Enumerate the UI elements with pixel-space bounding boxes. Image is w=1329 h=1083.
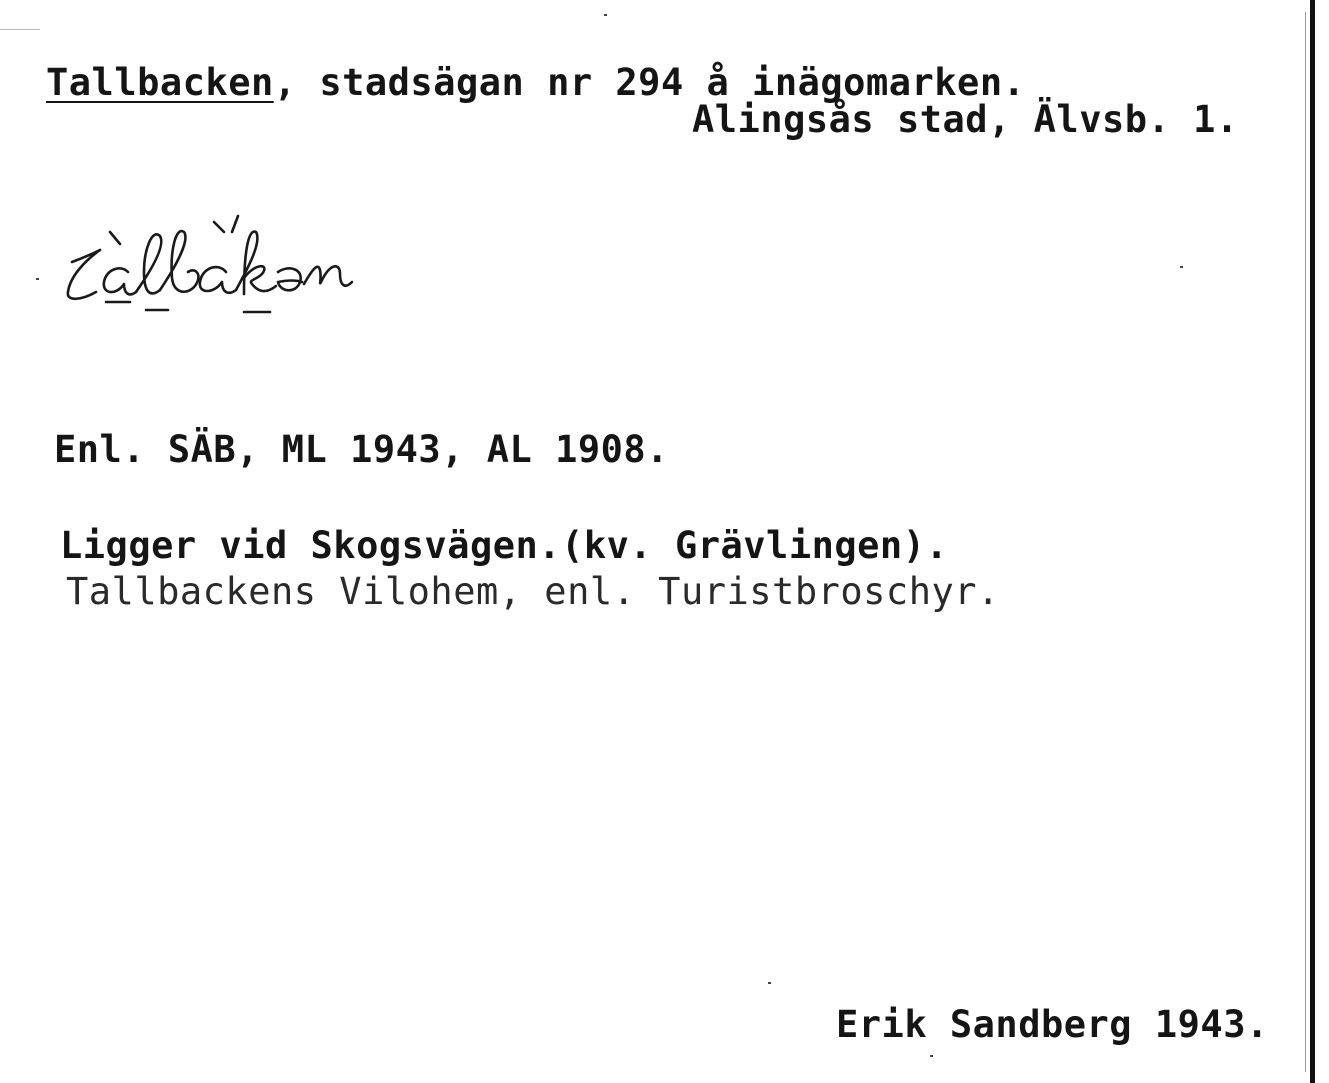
scan-speck [1180, 266, 1183, 268]
scan-speck [36, 278, 39, 280]
phonetic-transcription-handwriting [0, 0, 560, 340]
scan-speck [768, 982, 771, 984]
place-description: , stadsägan nr 294 å inägomarken. [273, 61, 1026, 104]
location-line: Alingsås stad, Älvsb. 1. [692, 98, 1239, 141]
place-name: Tallbacken [46, 61, 274, 104]
note-line-2: Tallbackens Vilohem, enl. Turistbroschyr. [66, 570, 1000, 613]
sources-line: Enl. SÄB, ML 1943, AL 1908. [54, 428, 669, 471]
signature-line: Erik Sandberg 1943. [836, 1003, 1269, 1046]
card-right-edge-shadow [1305, 12, 1306, 1072]
card-right-edge [1310, 0, 1315, 1083]
scan-speck [930, 1055, 933, 1057]
scan-speck [604, 14, 607, 16]
note-line-1: Ligger vid Skogsvägen.(kv. Grävlingen). [60, 524, 949, 567]
